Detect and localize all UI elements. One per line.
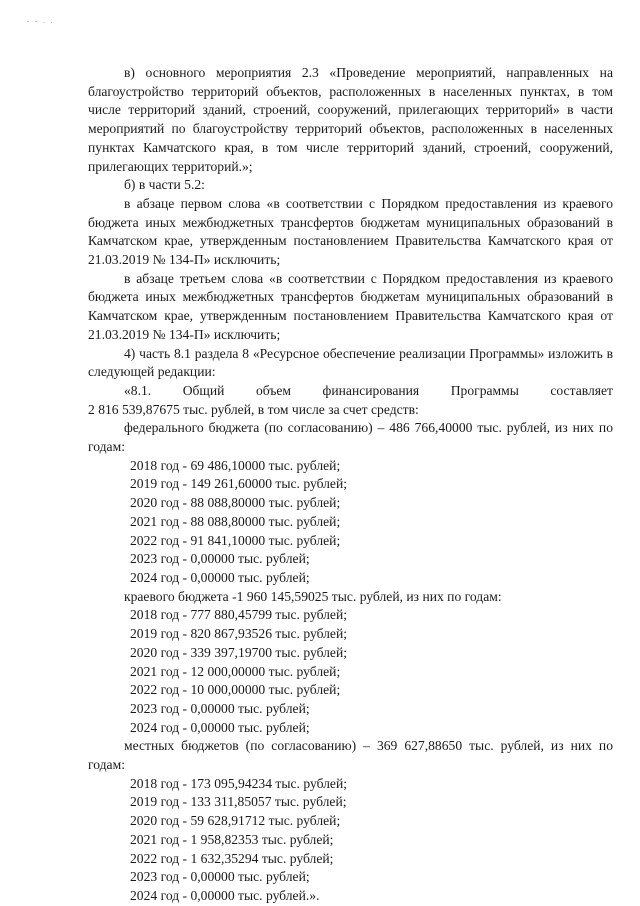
list-item: 2019 год - 133 311,85057 тыс. рублей; — [130, 794, 347, 810]
list-item: 2021 год - 12 000,00000 тыс. рублей; — [130, 663, 341, 679]
list-item: 2023 год - 0,00000 тыс. рублей; — [130, 869, 310, 885]
list-item: 2021 год - 1 958,82353 тыс. рублей; — [130, 831, 334, 847]
list-item: 2024 год - 0,00000 тыс. рублей; — [130, 719, 310, 735]
list-item: 2023 год - 0,00000 тыс. рублей; — [130, 700, 310, 716]
word: объем — [255, 382, 292, 398]
local-budget-intro: местных бюджетов (по согласованию) – 369 627,88650 тыс. рублей, из них по годам: — [88, 738, 613, 773]
federal-years-list — [88, 457, 613, 588]
list-item: 2020 год - 88 088,80000 тыс. рублей; — [130, 495, 341, 511]
paragraph-8-1-total: 2 816 539,87675 тыс. рублей, в том числе за счет средств: — [88, 401, 419, 417]
word: «8.1. — [124, 382, 152, 398]
paragraph-third-abzac: в абзаце третьем слова «в соответствии с Порядком предоставления из краевого бюджета иных межбюджетных трансфертов бюджетам муниципальных образований в Камчатском крае, утвержденным постановлением Правительства Камчатского края от 21.03.2019 № 134-П» исключить; — [88, 270, 613, 342]
word: Общий — [182, 382, 225, 398]
paragraph-first-abzac: в абзаце первом слова «в соответствии с Порядком предоставления из краевого бюджета иных межбюджетных трансфертов бюджетам муниципальных образований в Камчатском крае, утвержденным постановлением Правительства Камчатского края от 21.03.2019 № 134-П» исключить; — [88, 195, 613, 268]
list-item: 2018 год - 777 880,45799 тыс. рублей; — [130, 607, 348, 623]
list-item: 2024 год - 0,00000 тыс. рублей; — [130, 569, 310, 585]
local-years-list — [88, 775, 613, 906]
word: финансирования — [322, 382, 420, 398]
federal-budget-intro: федерального бюджета (по согласованию) – 486 766,40000 тыс. рублей, из них по годам: — [88, 420, 613, 455]
list-item: 2022 год - 91 841,10000 тыс. рублей; — [130, 532, 341, 548]
paragraph-part-5-2: б) в части 5.2: — [124, 177, 205, 193]
list-item: 2021 год - 88 088,80000 тыс. рублей; — [130, 513, 341, 529]
list-item: 2020 год - 339 397,19700 тыс. рублей; — [130, 644, 348, 660]
list-item: 2022 год - 1 632,35294 тыс. рублей; — [130, 850, 334, 866]
list-item: 2022 год - 10 000,00000 тыс. рублей; — [130, 682, 341, 698]
list-item: 2024 год - 0,00000 тыс. рублей.». — [130, 887, 320, 903]
paragraph-subitem-v: в) основного мероприятия 2.3 «Проведение мероприятий, направленных на благоустройство территорий объектов, расположенных в населенных пунктах, в том числе территорий зданий, строений, сооружений, прилегающих территорий» в части мероприятий по благоустройству территорий объектов, расположенных в населенных пунктах Камчатского края, в том числе территорий зданий, строений, сооружений, прилегающих территорий.»; — [88, 65, 613, 174]
paragraph-8-1-first-line — [88, 382, 613, 401]
list-item: 2018 год - 173 095,94234 тыс. рублей; — [130, 775, 348, 791]
regional-years-list — [88, 606, 613, 737]
regional-budget-intro: краевого бюджета -1 960 145,59025 тыс. рублей, из них по годам: — [124, 588, 502, 604]
word: Программы — [450, 382, 519, 398]
list-item: 2023 год - 0,00000 тыс. рублей; — [130, 551, 310, 567]
word: составляет — [550, 382, 613, 398]
document-body — [88, 64, 613, 906]
list-item: 2018 год - 69 486,10000 тыс. рублей; — [130, 457, 341, 473]
scan-marks: - - . . — [27, 17, 55, 25]
paragraph-part-8-1: 4) часть 8.1 раздела 8 «Ресурсное обеспечение реализации Программы» изложить в следующей редакции: — [88, 345, 613, 380]
list-item: 2020 год - 59 628,91712 тыс. рублей; — [130, 813, 341, 829]
list-item: 2019 год - 820 867,93526 тыс. рублей; — [130, 626, 348, 642]
list-item: 2019 год - 149 261,60000 тыс. рублей; — [130, 476, 348, 492]
